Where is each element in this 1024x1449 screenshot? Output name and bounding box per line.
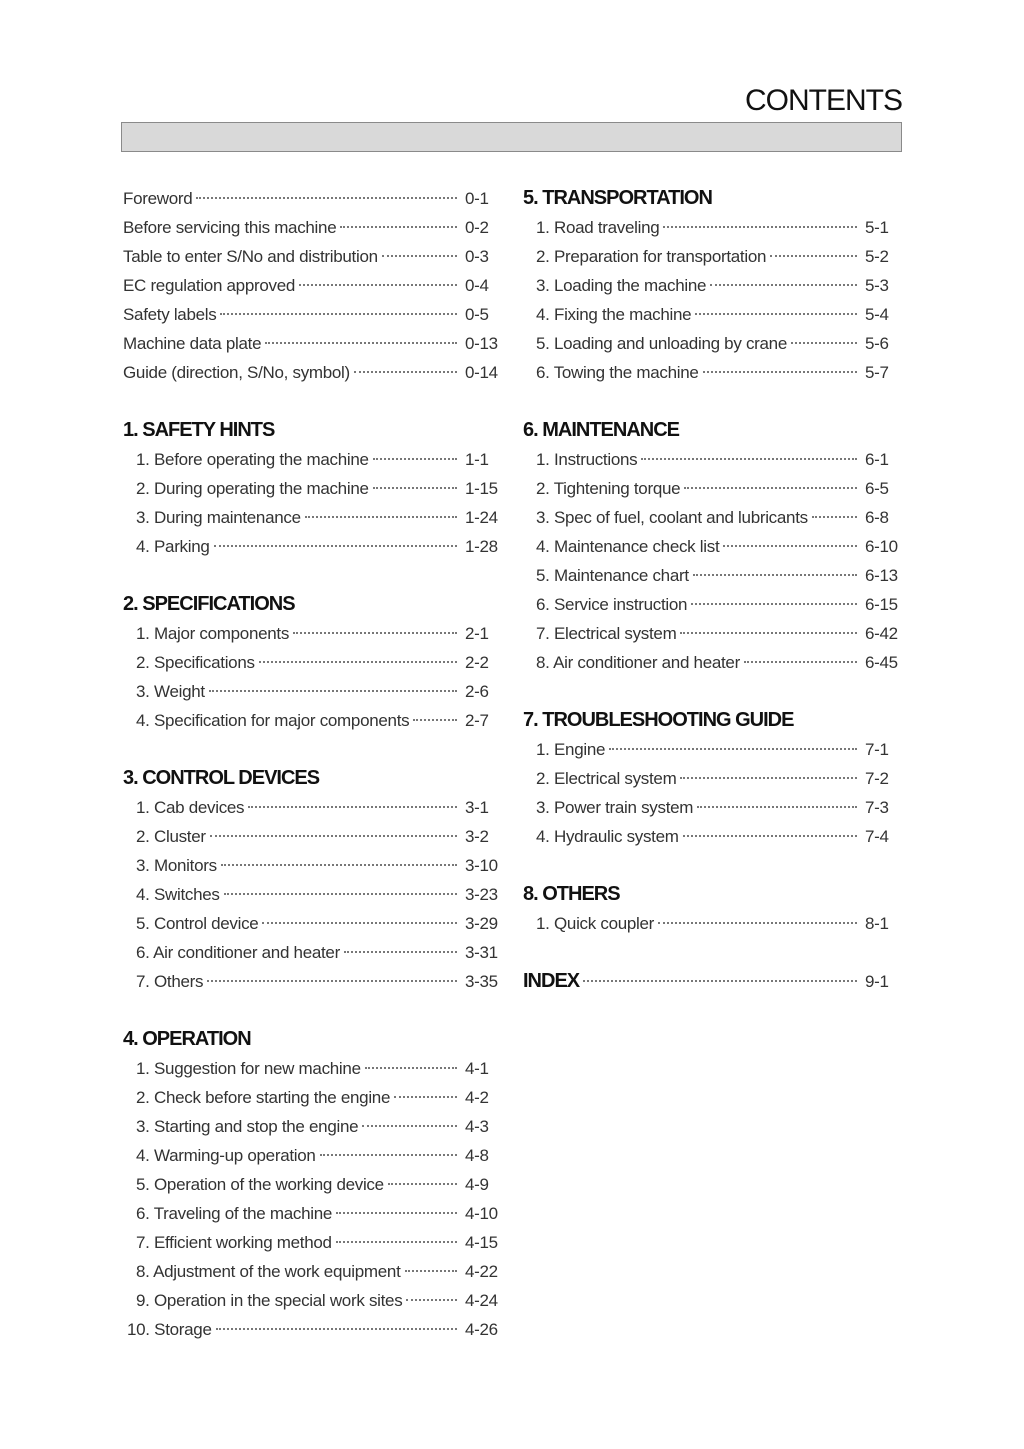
toc-page-number: 7-1 [865, 740, 889, 759]
toc-entry-label: 4. Fixing the machine [536, 305, 692, 324]
dot-leader [224, 893, 457, 895]
toc-page-number: 3-35 [465, 972, 498, 991]
toc-entry-label: 1. Engine [536, 740, 606, 759]
toc-entry-label: 2. Preparation for transportation [536, 247, 767, 266]
dot-leader [691, 603, 857, 605]
toc-page-number: 0-4 [465, 276, 489, 295]
toc-entry-quick-coupler[interactable] [523, 909, 896, 938]
toc-entry-label: 4. Warming-up operation [136, 1146, 316, 1165]
toc-entry-safety-labels[interactable] [123, 300, 496, 329]
toc-page-number: 5-7 [865, 363, 889, 382]
toc-page-number: 4-8 [465, 1146, 489, 1165]
toc-entry-check-before-starting-the-engine[interactable] [123, 1083, 496, 1112]
toc-section-control-devices [123, 764, 496, 996]
toc-page-number: 1-24 [465, 508, 498, 527]
section-heading[interactable]: 4. OPERATION [123, 1028, 251, 1050]
toc-section-maintenance [523, 416, 896, 677]
toc-entry-label: 4. Maintenance check list [536, 537, 720, 556]
toc-entry-starting-and-stop-the-engine[interactable] [123, 1112, 496, 1141]
toc-entry-power-train-system[interactable] [523, 793, 896, 822]
toc-page-number: 3-23 [465, 885, 498, 904]
toc-entry-label: 4. Parking [136, 537, 210, 556]
toc-entry-before-operating-the-machine[interactable] [123, 445, 496, 474]
dot-leader [413, 719, 457, 721]
dot-leader [744, 661, 857, 663]
dot-leader [703, 371, 857, 373]
toc-entry-monitors[interactable] [123, 851, 496, 880]
toc-page-number: 6-42 [865, 624, 898, 643]
dot-leader [221, 864, 457, 866]
toc-entry-label: Foreword [123, 189, 193, 208]
dot-leader [196, 197, 457, 199]
toc-entry-label: 2. Tightening torque [536, 479, 681, 498]
toc-entry-hydraulic-system[interactable] [523, 822, 896, 851]
dot-leader [641, 458, 857, 460]
toc-page-number: 4-1 [465, 1059, 489, 1078]
dot-leader [791, 342, 857, 344]
toc-page-number: 0-13 [465, 334, 498, 353]
toc-page-number: 0-3 [465, 247, 489, 266]
section-heading[interactable]: 5. TRANSPORTATION [523, 187, 712, 209]
toc-entry-cluster[interactable] [123, 822, 496, 851]
dot-leader [697, 806, 857, 808]
toc-page-number: 5-1 [865, 218, 889, 237]
toc-entry-major-components[interactable] [123, 619, 496, 648]
toc-entry-tightening-torque[interactable] [523, 474, 896, 503]
toc-page-number: 6-5 [865, 479, 889, 498]
toc-entry-label: 2. During operating the machine [136, 479, 369, 498]
dot-leader [680, 777, 857, 779]
toc-entry-operation-of-the-working-device[interactable] [123, 1170, 496, 1199]
toc-entry-control-device[interactable] [123, 909, 496, 938]
toc-entry-label: 2. Specifications [136, 653, 255, 672]
toc-entry-weight[interactable] [123, 677, 496, 706]
toc-page-number: 6-15 [865, 595, 898, 614]
toc-entry-label: Safety labels [123, 305, 217, 324]
toc-entry-maintenance-check-list[interactable] [523, 532, 896, 561]
dot-leader [362, 1125, 457, 1127]
toc-page-number: 0-1 [465, 189, 489, 208]
toc-page-number: 4-10 [465, 1204, 498, 1223]
dot-leader [210, 835, 457, 837]
toc-entry-towing-the-machine[interactable] [523, 358, 896, 387]
toc-page-number: 3-1 [465, 798, 489, 817]
toc-entry-label: 7. Others [136, 972, 204, 991]
toc-section-others [523, 880, 896, 938]
dot-leader [812, 516, 857, 518]
dot-leader [683, 835, 857, 837]
toc-entry-label: Guide (direction, S/No, symbol) [123, 363, 350, 382]
dot-leader [340, 226, 457, 228]
toc-entry-label: 5. Control device [136, 914, 259, 933]
toc-section-front-matter [123, 184, 496, 387]
toc-entry-air-conditioner-and-heater[interactable] [123, 938, 496, 967]
toc-page-number: 0-14 [465, 363, 498, 382]
toc-entry-fixing-the-machine[interactable] [523, 300, 896, 329]
toc-page-number: 0-5 [465, 305, 489, 324]
section-heading[interactable]: 1. SAFETY HINTS [123, 419, 275, 441]
toc-page-number: 3-2 [465, 827, 489, 846]
toc-entry-during-operating-the-machine[interactable] [123, 474, 496, 503]
dot-leader [354, 371, 457, 373]
dot-leader [214, 545, 457, 547]
toc-entry-index[interactable] [523, 967, 896, 996]
toc-entry-spec-of-fuel-coolant-and-lubricants[interactable] [523, 503, 896, 532]
toc-entry-foreword[interactable] [123, 184, 496, 213]
toc-entry-electrical-system[interactable] [523, 764, 896, 793]
section-heading[interactable]: 2. SPECIFICATIONS [123, 593, 295, 615]
toc-page-number: 4-15 [465, 1233, 498, 1252]
toc-entry-label: 1. Cab devices [136, 798, 245, 817]
toc-entry-label: 3. Weight [136, 682, 205, 701]
toc-page-number: 6-10 [865, 537, 898, 556]
toc-entry-label: 2. Electrical system [536, 769, 677, 788]
dot-leader [248, 806, 457, 808]
dot-leader [680, 632, 857, 634]
dot-leader [336, 1212, 457, 1214]
toc-entry-specification-for-major-components[interactable] [123, 706, 496, 735]
toc-entry-label: 6. Air conditioner and heater [136, 943, 340, 962]
dot-leader [262, 922, 457, 924]
toc-entry-others[interactable] [123, 967, 496, 996]
toc-entry-air-conditioner-and-heater[interactable] [523, 648, 896, 677]
toc-page-number: 7-4 [865, 827, 889, 846]
title-bar [121, 122, 902, 152]
toc-entry-label: 7. Efficient working method [136, 1233, 332, 1252]
toc-page-number: 2-6 [465, 682, 489, 701]
toc-entry-label: 3. Starting and stop the engine [136, 1117, 359, 1136]
toc-page-number: 4-2 [465, 1088, 489, 1107]
dot-leader [382, 255, 457, 257]
dot-leader [373, 458, 457, 460]
toc-entry-label: 1. Instructions [536, 450, 638, 469]
dot-leader [663, 226, 857, 228]
dot-leader [207, 980, 457, 982]
toc-page-number: 5-2 [865, 247, 889, 266]
toc-entry-operation-in-the-special-work-sites[interactable] [123, 1286, 496, 1315]
dot-leader [336, 1241, 457, 1243]
toc-page-number: 2-2 [465, 653, 489, 672]
toc-page-number: 0-2 [465, 218, 489, 237]
toc-page-number: 2-7 [465, 711, 489, 730]
toc-entry-label: 4. Hydraulic system [536, 827, 679, 846]
toc-entry-label: 9. Operation in the special work sites [136, 1291, 403, 1310]
dot-leader [684, 487, 857, 489]
toc-entry-label: Table to enter S/No and distribution [123, 247, 378, 266]
toc-section-transportation [523, 184, 896, 387]
toc-entry-parking[interactable] [123, 532, 496, 561]
section-heading[interactable]: 6. MAINTENANCE [523, 419, 680, 441]
toc-entry-label: 8. Adjustment of the work equipment [136, 1262, 401, 1281]
toc-page-number: 3-10 [465, 856, 498, 875]
dot-leader [305, 516, 457, 518]
toc-entry-label: 3. Spec of fuel, coolant and lubricants [536, 508, 808, 527]
section-heading[interactable]: 3. CONTROL DEVICES [123, 767, 320, 789]
toc-entry-loading-the-machine[interactable] [523, 271, 896, 300]
toc-section-troubleshooting-guide [523, 706, 896, 851]
toc-page-number: 4-22 [465, 1262, 498, 1281]
toc-page-number: 5-4 [865, 305, 889, 324]
toc-entry-loading-and-unloading-by-crane[interactable] [523, 329, 896, 358]
toc-page-number: 9-1 [865, 972, 889, 991]
toc-page-number: 6-13 [865, 566, 898, 585]
toc-entry-label: 5. Loading and unloading by crane [536, 334, 787, 353]
toc-page-number: 4-9 [465, 1175, 489, 1194]
toc-entry-maintenance-chart[interactable] [523, 561, 896, 590]
toc-entry-table-to-enter-s-no-and-distribution[interactable] [123, 242, 496, 271]
toc-page-number: 3-29 [465, 914, 498, 933]
toc-entry-electrical-system[interactable] [523, 619, 896, 648]
toc-page-number: 6-8 [865, 508, 889, 527]
toc-entry-engine[interactable] [523, 735, 896, 764]
toc-entry-label: 3. Loading the machine [536, 276, 707, 295]
toc-entry-label: 8. Air conditioner and heater [536, 653, 740, 672]
toc-entry-preparation-for-transportation[interactable] [523, 242, 896, 271]
toc-entry-ec-regulation-approved[interactable] [123, 271, 496, 300]
toc-entry-label: Before servicing this machine [123, 218, 337, 237]
dot-leader [710, 284, 857, 286]
toc-page-number: 6-1 [865, 450, 889, 469]
toc-left-column [123, 184, 496, 1373]
toc-right-column [523, 184, 896, 996]
section-heading[interactable]: 7. TROUBLESHOOTING GUIDE [523, 709, 794, 731]
toc-entry-label: 7. Electrical system [536, 624, 677, 643]
toc-entry-label: 5. Operation of the working device [136, 1175, 384, 1194]
dot-leader [220, 313, 457, 315]
dot-leader [299, 284, 457, 286]
dot-leader [265, 342, 457, 344]
dot-leader [406, 1299, 457, 1301]
toc-entry-warming-up-operation[interactable] [123, 1141, 496, 1170]
dot-leader [583, 980, 857, 982]
toc-entry-label: 5. Maintenance chart [536, 566, 689, 585]
toc-page-number: 7-3 [865, 798, 889, 817]
toc-entry-label: 1. Suggestion for new machine [136, 1059, 361, 1078]
toc-entry-cab-devices[interactable] [123, 793, 496, 822]
toc-page-number: 4-3 [465, 1117, 489, 1136]
toc-section-specifications [123, 590, 496, 735]
toc-page-number: 5-3 [865, 276, 889, 295]
toc-page-number: 4-24 [465, 1291, 498, 1310]
toc-entry-storage[interactable] [123, 1315, 496, 1344]
toc-entry-before-servicing-this-machine[interactable] [123, 213, 496, 242]
dot-leader [394, 1096, 457, 1098]
toc-entry-guide-direction-s-no-symbol[interactable] [123, 358, 496, 387]
toc-entry-specifications[interactable] [123, 648, 496, 677]
toc-entry-suggestion-for-new-machine[interactable] [123, 1054, 496, 1083]
dot-leader [293, 632, 457, 634]
toc-page-number: 3-31 [465, 943, 498, 962]
toc-entry-label: 1. Before operating the machine [136, 450, 369, 469]
toc-entry-label: 3. Power train system [536, 798, 694, 817]
toc-entry-adjustment-of-the-work-equipment[interactable] [123, 1257, 496, 1286]
toc-entry-instructions[interactable] [523, 445, 896, 474]
toc-section-operation [123, 1025, 496, 1344]
toc-entry-switches[interactable] [123, 880, 496, 909]
toc-entry-label: Machine data plate [123, 334, 262, 353]
toc-entry-label: 1. Road traveling [536, 218, 660, 237]
toc-entry-label: 10. Storage [127, 1320, 212, 1339]
toc-page-number: 1-28 [465, 537, 498, 556]
dot-leader [405, 1270, 458, 1272]
toc-entry-traveling-of-the-machine[interactable] [123, 1199, 496, 1228]
toc-page-number: 2-1 [465, 624, 489, 643]
toc-entry-label: 2. Check before starting the engine [136, 1088, 391, 1107]
toc-page-number: 1-1 [465, 450, 489, 469]
toc-entry-efficient-working-method[interactable] [123, 1228, 496, 1257]
toc-entry-machine-data-plate[interactable] [123, 329, 496, 358]
toc-page-number: 4-26 [465, 1320, 498, 1339]
dot-leader [693, 574, 857, 576]
dot-leader [259, 661, 457, 663]
toc-entry-label: 6. Service instruction [536, 595, 688, 614]
dot-leader [365, 1067, 457, 1069]
dot-leader [344, 951, 457, 953]
toc-entry-label: 6. Towing the machine [536, 363, 699, 382]
toc-entry-label: 3. Monitors [136, 856, 217, 875]
dot-leader [388, 1183, 457, 1185]
toc-page-number: 5-6 [865, 334, 889, 353]
toc-page-number: 6-45 [865, 653, 898, 672]
toc-entry-label: INDEX [523, 970, 580, 992]
toc-page-number: 8-1 [865, 914, 889, 933]
toc-entry-during-maintenance[interactable] [123, 503, 496, 532]
dot-leader [373, 487, 457, 489]
dot-leader [320, 1154, 457, 1156]
toc-entry-label: 4. Specification for major components [136, 711, 410, 730]
section-heading[interactable]: 8. OTHERS [523, 883, 620, 905]
toc-page-number: 1-15 [465, 479, 498, 498]
toc-entry-label: 1. Quick coupler [536, 914, 655, 933]
toc-page-number: 7-2 [865, 769, 889, 788]
dot-leader [770, 255, 857, 257]
dot-leader [695, 313, 857, 315]
toc-entry-label: 6. Traveling of the machine [136, 1204, 333, 1223]
dot-leader [658, 922, 857, 924]
toc-entry-label: EC regulation approved [123, 276, 296, 295]
page-title: CONTENTS [745, 84, 902, 117]
toc-section-safety-hints [123, 416, 496, 561]
toc-entry-label: 4. Switches [136, 885, 220, 904]
dot-leader [609, 748, 857, 750]
toc-entry-label: 2. Cluster [136, 827, 206, 846]
dot-leader [216, 1328, 457, 1330]
toc-entry-label: 1. Major components [136, 624, 290, 643]
toc-entry-road-traveling[interactable] [523, 213, 896, 242]
dot-leader [723, 545, 857, 547]
dot-leader [209, 690, 457, 692]
toc-entry-label: 3. During maintenance [136, 508, 301, 527]
toc-entry-service-instruction[interactable] [523, 590, 896, 619]
